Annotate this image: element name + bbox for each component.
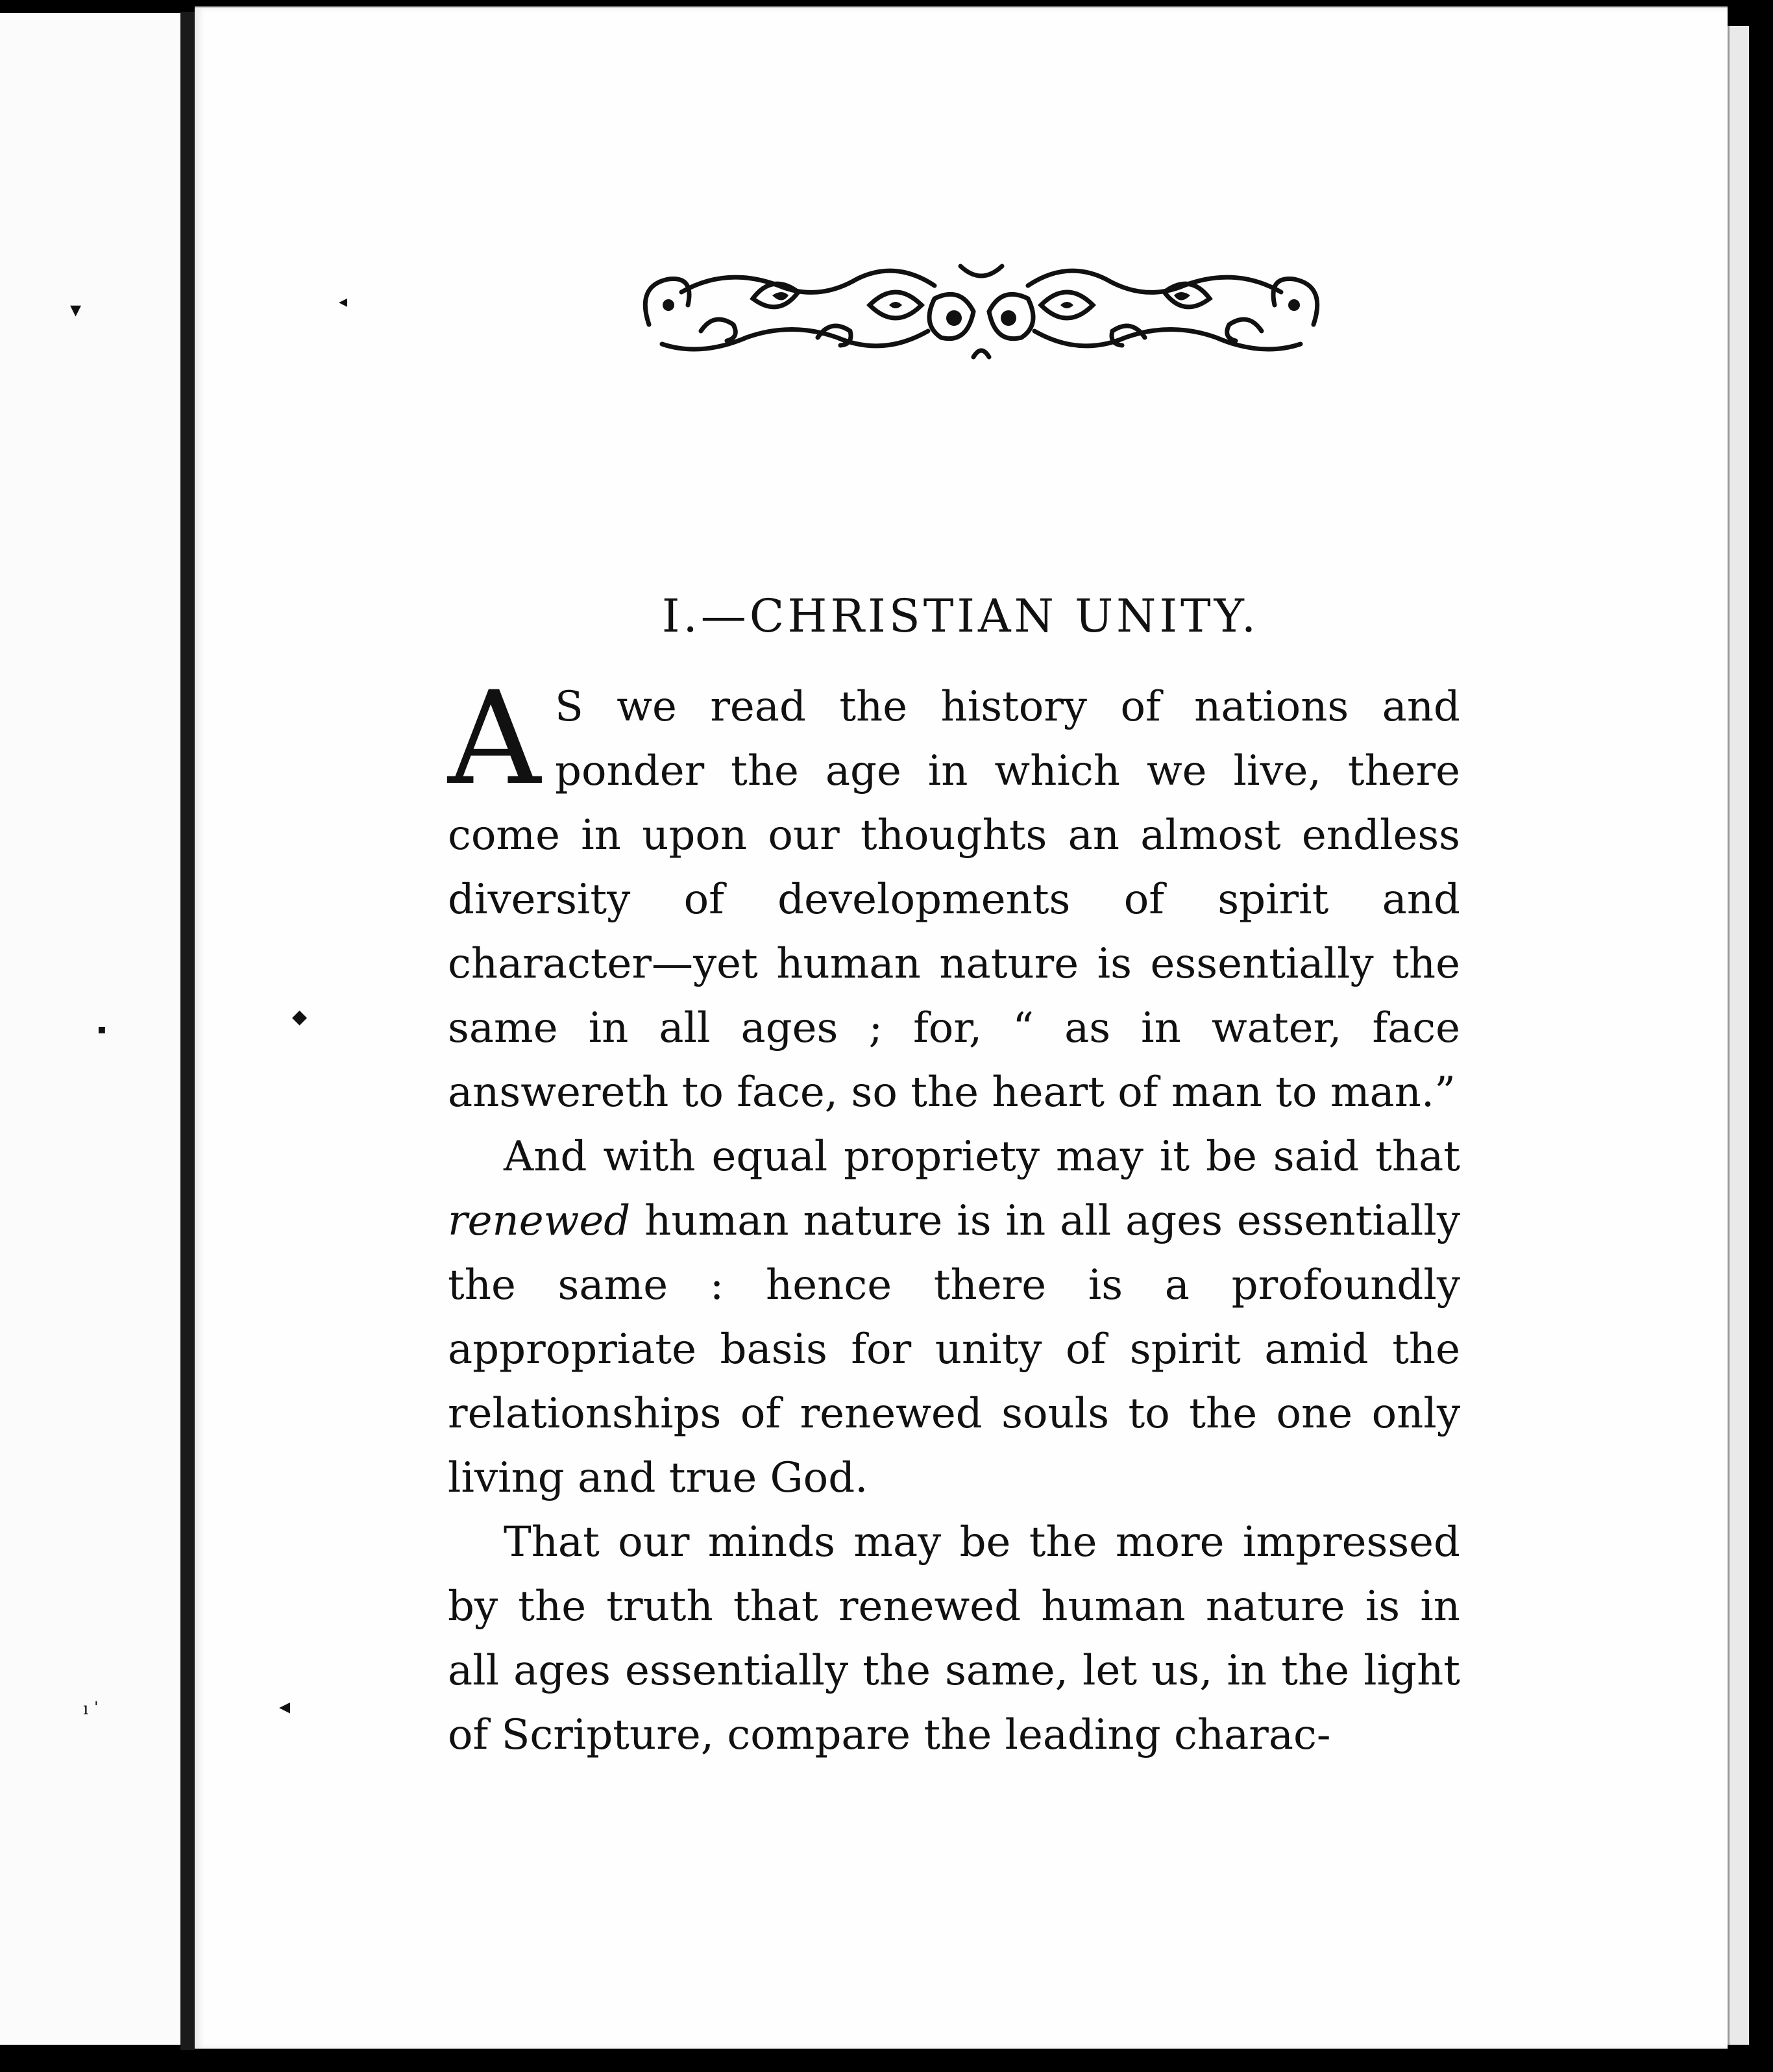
book-gutter bbox=[180, 12, 195, 2050]
margin-mark-icon: ▪ bbox=[97, 1021, 106, 1037]
floral-scroll-headpiece-icon bbox=[623, 260, 1339, 370]
page-mark-icon: ◂ bbox=[339, 292, 348, 312]
paragraph-3: That our minds may be the more impressed by the truth that renewed human nature is in all ages essentially the same, let us, in the light of Scripture, compare the leading charac- bbox=[448, 1518, 1460, 1759]
paragraph-2 bbox=[448, 1125, 1460, 1511]
margin-mark-icon: ı ˈ bbox=[83, 1699, 99, 1719]
paragraph-1-text: S we read the history of nations and ponder the age in which we live, there come in upon our thoughts an almost endless diversity of developments of spirit and character—yet human nature is essentially the same in all ages ; for, “ as in water, face answereth to face, so the heart of man to man.” bbox=[448, 683, 1460, 1116]
paragraph-1 bbox=[448, 663, 1460, 1125]
page-edge bbox=[1728, 26, 1749, 2045]
paragraph-2-emphasis: renewed bbox=[448, 1197, 631, 1245]
paragraph-2-before: And with equal propriety may it be said that bbox=[504, 1133, 1460, 1181]
facing-page bbox=[0, 13, 180, 2045]
page-mark-icon: ◂ bbox=[279, 1694, 291, 1720]
margin-mark-icon: ▾ bbox=[70, 297, 82, 323]
paragraph-2-after: human nature is in all ages essentially the same : hence there is a profoundly appropriate basis for unity of spirit amid the relationships of renewed souls to the one only living and true God. bbox=[448, 1197, 1460, 1502]
chapter-body bbox=[448, 663, 1460, 1768]
page-mark-icon: ◆ bbox=[292, 1005, 308, 1028]
drop-cap: A bbox=[448, 663, 541, 813]
chapter-heading: I.—CHRISTIAN UNITY. bbox=[661, 589, 1260, 643]
